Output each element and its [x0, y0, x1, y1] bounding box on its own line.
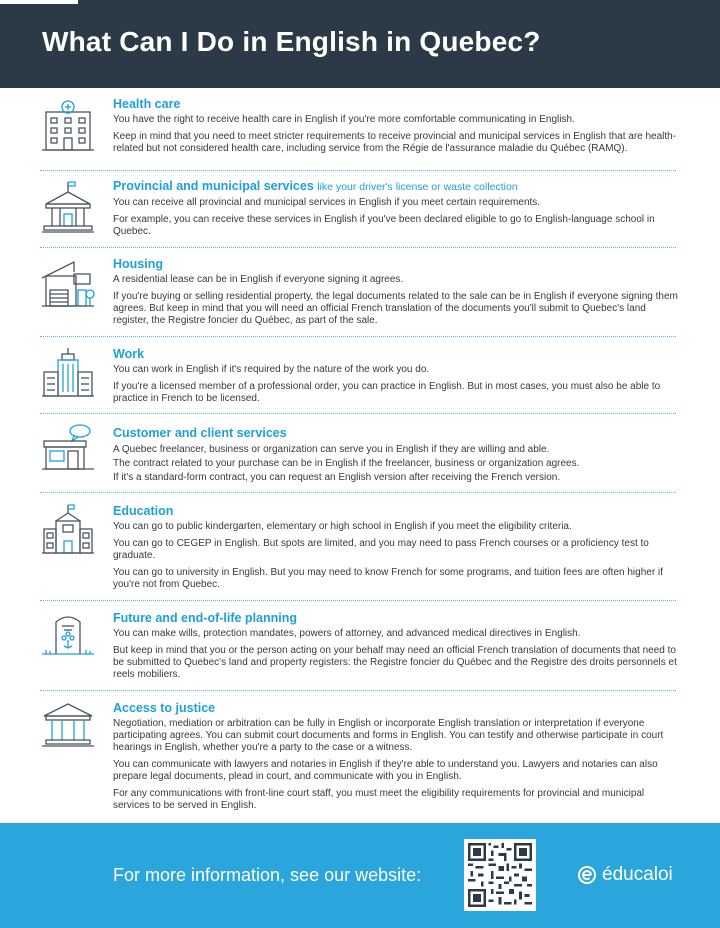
- office-tower-icon: [40, 346, 96, 402]
- section-divider: [40, 170, 676, 171]
- page-title: What Can I Do in English in Quebec?: [42, 26, 541, 57]
- header-tab-marker: [0, 0, 78, 4]
- section-divider: [40, 492, 676, 493]
- courthouse-icon: [40, 700, 96, 756]
- section-paragraph: A Quebec freelancer, business or organization can serve you in English if they are willing and able. The contract related to your purchase can be in English if the freelancer, business or organization agrees. If it's a standard-form contract, you can request an English version after receiving the French version.: [113, 444, 580, 483]
- section-title: Work: [113, 347, 145, 361]
- section-body: [113, 256, 683, 327]
- section-paragraph: You can go to public kindergarten, elementary or high school in English if you meet the eligibility criteria.: [113, 521, 572, 532]
- section-title: Provincial and municipal services like your driver's license or waste collection: [113, 179, 518, 193]
- section-title: Customer and client services: [113, 426, 287, 440]
- section-body: [113, 346, 683, 405]
- section-paragraph: But keep in mind that you or the person acting on your behalf may need an official French translation of documents that need to be submitted to Quebec's land and property registers: the Registre foncier du Québec and the Registre des droits personnels et reels mobiliers.: [113, 645, 677, 680]
- section-title: Health care: [113, 97, 181, 111]
- section-body: [113, 610, 683, 681]
- educaloi-logo-mark-icon: [577, 865, 597, 885]
- section-title: Housing: [113, 257, 163, 271]
- section-paragraph: You can work in English if it's required by the nature of the work you do.: [113, 364, 430, 375]
- section-divider: [40, 413, 676, 414]
- section-subtitle: like your driver's license or waste collection: [317, 181, 518, 193]
- gravestone-icon: [40, 610, 96, 666]
- section-body: [113, 700, 683, 812]
- section-paragraph: You can make wills, protection mandates, powers of attorney, and advanced medical directives in English.: [113, 628, 581, 639]
- section-title: Future and end-of-life planning: [113, 611, 298, 625]
- section-paragraph: For any communications with front-line court staff, you must meet the eligibility requirements for provincial and municipal services to be served in English.: [113, 788, 645, 811]
- section-title: Education: [113, 504, 174, 518]
- storefront-icon: [40, 421, 96, 477]
- section-body: [113, 178, 683, 238]
- section-paragraph: You can go to CEGEP in English. But spots are limited, and you may need to pass French courses or a proficiency test to graduate.: [113, 538, 649, 561]
- section-body: [113, 503, 683, 591]
- section-divider: [40, 600, 676, 601]
- page-footer: [0, 823, 720, 928]
- section-divider: [40, 690, 676, 691]
- hospital-icon: [40, 98, 96, 154]
- section-divider: [40, 247, 676, 248]
- government-building-icon: [40, 180, 96, 236]
- page-header: [0, 0, 720, 88]
- section-paragraph: You can receive all provincial and municipal services in English if you meet certain requirements.: [113, 197, 541, 208]
- school-icon: [40, 503, 96, 559]
- section-paragraph: You can communicate with lawyers and notaries in English if they're able to understand you. Lawyers and notaries can also prepare legal documents, plead in court, and communicate with you in English.: [113, 759, 658, 782]
- section-paragraph: Keep in mind that you need to meet stricter requirements to receive provincial and municipal services in English that are health-related but not considered health care, including service from the Régie de l'assurance maladie du Québec (RAMQ).: [113, 131, 677, 154]
- educaloi-logo[interactable]: [577, 863, 673, 887]
- section-paragraph: Negotiation, mediation or arbitration can be fully in English or incorporate English translation or interpretation if everyone participating agrees. You can submit court documents and forms in English. You can testify and otherwise participate in court hearings in English, whether you're a party to the case or a witness.: [113, 718, 664, 753]
- footer-text: For more information, see our website:: [113, 865, 422, 885]
- house-icon: [40, 256, 96, 312]
- section-body: [113, 425, 683, 485]
- section-paragraph: For example, you can receive these services in English if you've been declared eligible to go to English-language school in Quebec.: [113, 214, 655, 237]
- section-paragraph: If you're a licensed member of a professional order, you can practice in English. But in most cases, you must also be able to practice in French to be licensed.: [113, 381, 661, 404]
- section-title: Access to justice: [113, 701, 216, 715]
- educaloi-logo-text: éducaloi: [602, 864, 673, 885]
- section-paragraph: You have the right to receive health care in English if you're more comfortable communicating in English.: [113, 114, 575, 125]
- section-paragraph: If you're buying or selling residential property, the legal documents related to the sale can be in English if everyone signing them agrees. But keep in mind that you will need an official French translation of the documents you'll submit to Quebec's land register, the Registre foncier du Québec, as part of the sale.: [113, 291, 678, 326]
- section-body: [113, 96, 683, 155]
- section-divider: [40, 336, 676, 337]
- section-paragraph: A residential lease can be in English if everyone signing it agrees.: [113, 274, 404, 285]
- section-paragraph: You can go to university in English. But you may need to know French for some programs, and tuition fees are often higher if you're not from Quebec.: [113, 567, 663, 590]
- qr-code-icon[interactable]: [464, 839, 536, 911]
